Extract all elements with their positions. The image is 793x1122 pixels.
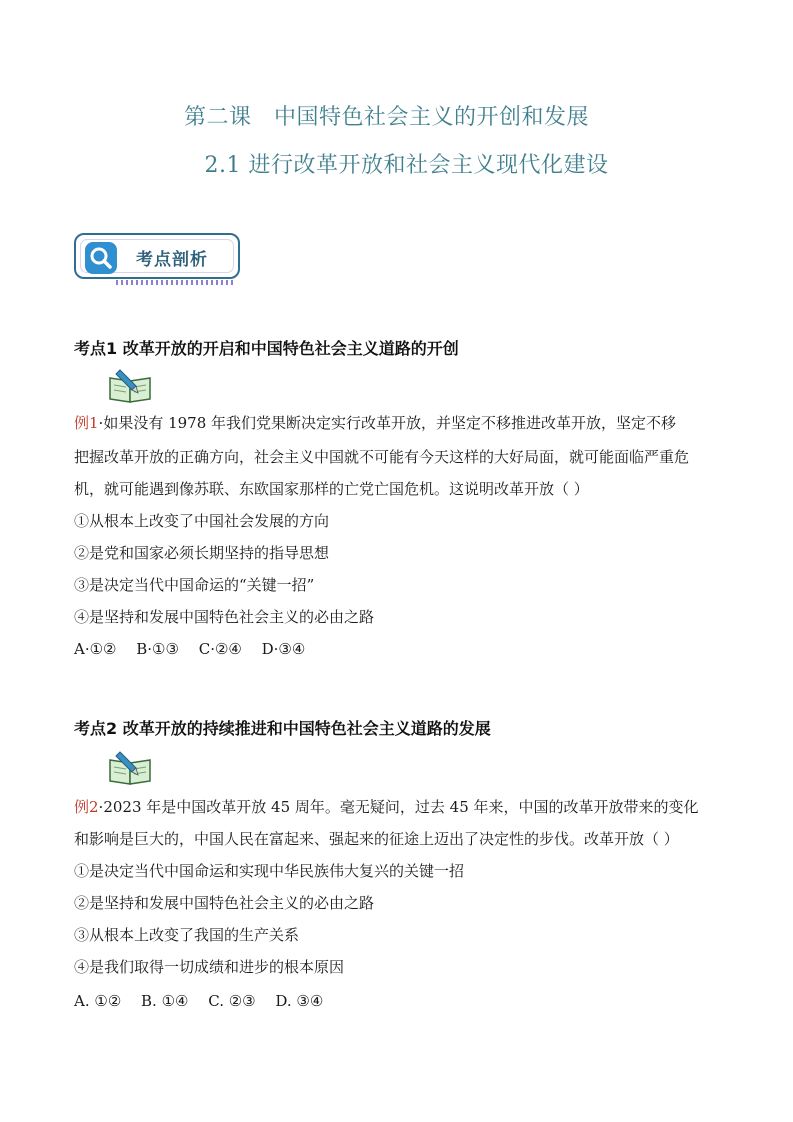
badge-stripes [116, 280, 236, 285]
example-label: 例1 [74, 414, 99, 432]
question-text: ·2023 年是中国改革开放 45 周年。毫无疑问，过去 45 年来，中国的改革开放带来的变化 [98, 798, 699, 816]
lesson-subtitle: 2.1 进行改革开放和社会主义现代化建设 [204, 153, 609, 178]
option-line: ④是我们取得一切成绩和进步的根本原因 [74, 958, 345, 976]
option-line: ②是坚持和发展中国特色社会主义的必由之路 [74, 894, 375, 912]
option-line: ③是决定当代中国命运的“关键一招” [74, 576, 315, 594]
book-pencil-icon [106, 368, 154, 404]
question-line: 机，就可能遇到像苏联、东欧国家那样的亡党亡国危机。这说明改革开放（ ） [74, 480, 589, 498]
option-line: ③从根本上改变了我国的生产关系 [74, 926, 300, 944]
example-label: 例2 [74, 798, 99, 816]
answer-choices: A·①② B·①③ C·②④ D·③④ [74, 640, 306, 658]
option-line: ①是决定当代中国命运和实现中华民族伟大复兴的关键一招 [74, 862, 465, 880]
badge-label: 考点剖析 [136, 250, 208, 270]
exam-points-badge [74, 233, 240, 279]
book-pencil-icon [106, 750, 154, 786]
question-text: ·如果没有 1978 年我们党果断决定实行改革开放，并坚定不移推进改革开放，坚定不移 [98, 414, 677, 432]
lesson-title: 第二课 中国特色社会主义的开创和发展 [183, 105, 589, 130]
section-heading-1: 考点1 改革开放的开启和中国特色社会主义道路的开创 [74, 339, 459, 358]
option-line: ①从根本上改变了中国社会发展的方向 [74, 512, 330, 530]
question-line [74, 796, 699, 818]
answer-choices: A. ①② B. ①④ C. ②③ D. ③④ [74, 992, 324, 1010]
option-line: ②是党和国家必须长期坚持的指导思想 [74, 544, 330, 562]
question-line: 和影响是巨大的，中国人民在富起来、强起来的征途上迈出了决定性的步伐。改革开放（ ） [74, 830, 679, 848]
option-line: ④是坚持和发展中国特色社会主义的必由之路 [74, 608, 375, 626]
question-line: 把握改革开放的正确方向，社会主义中国就不可能有今天这样的大好局面，就可能面临严重危 [74, 448, 690, 466]
magnifier-icon [84, 241, 118, 275]
question-line [74, 412, 676, 434]
section-heading-2: 考点2 改革开放的持续推进和中国特色社会主义道路的发展 [74, 719, 491, 738]
